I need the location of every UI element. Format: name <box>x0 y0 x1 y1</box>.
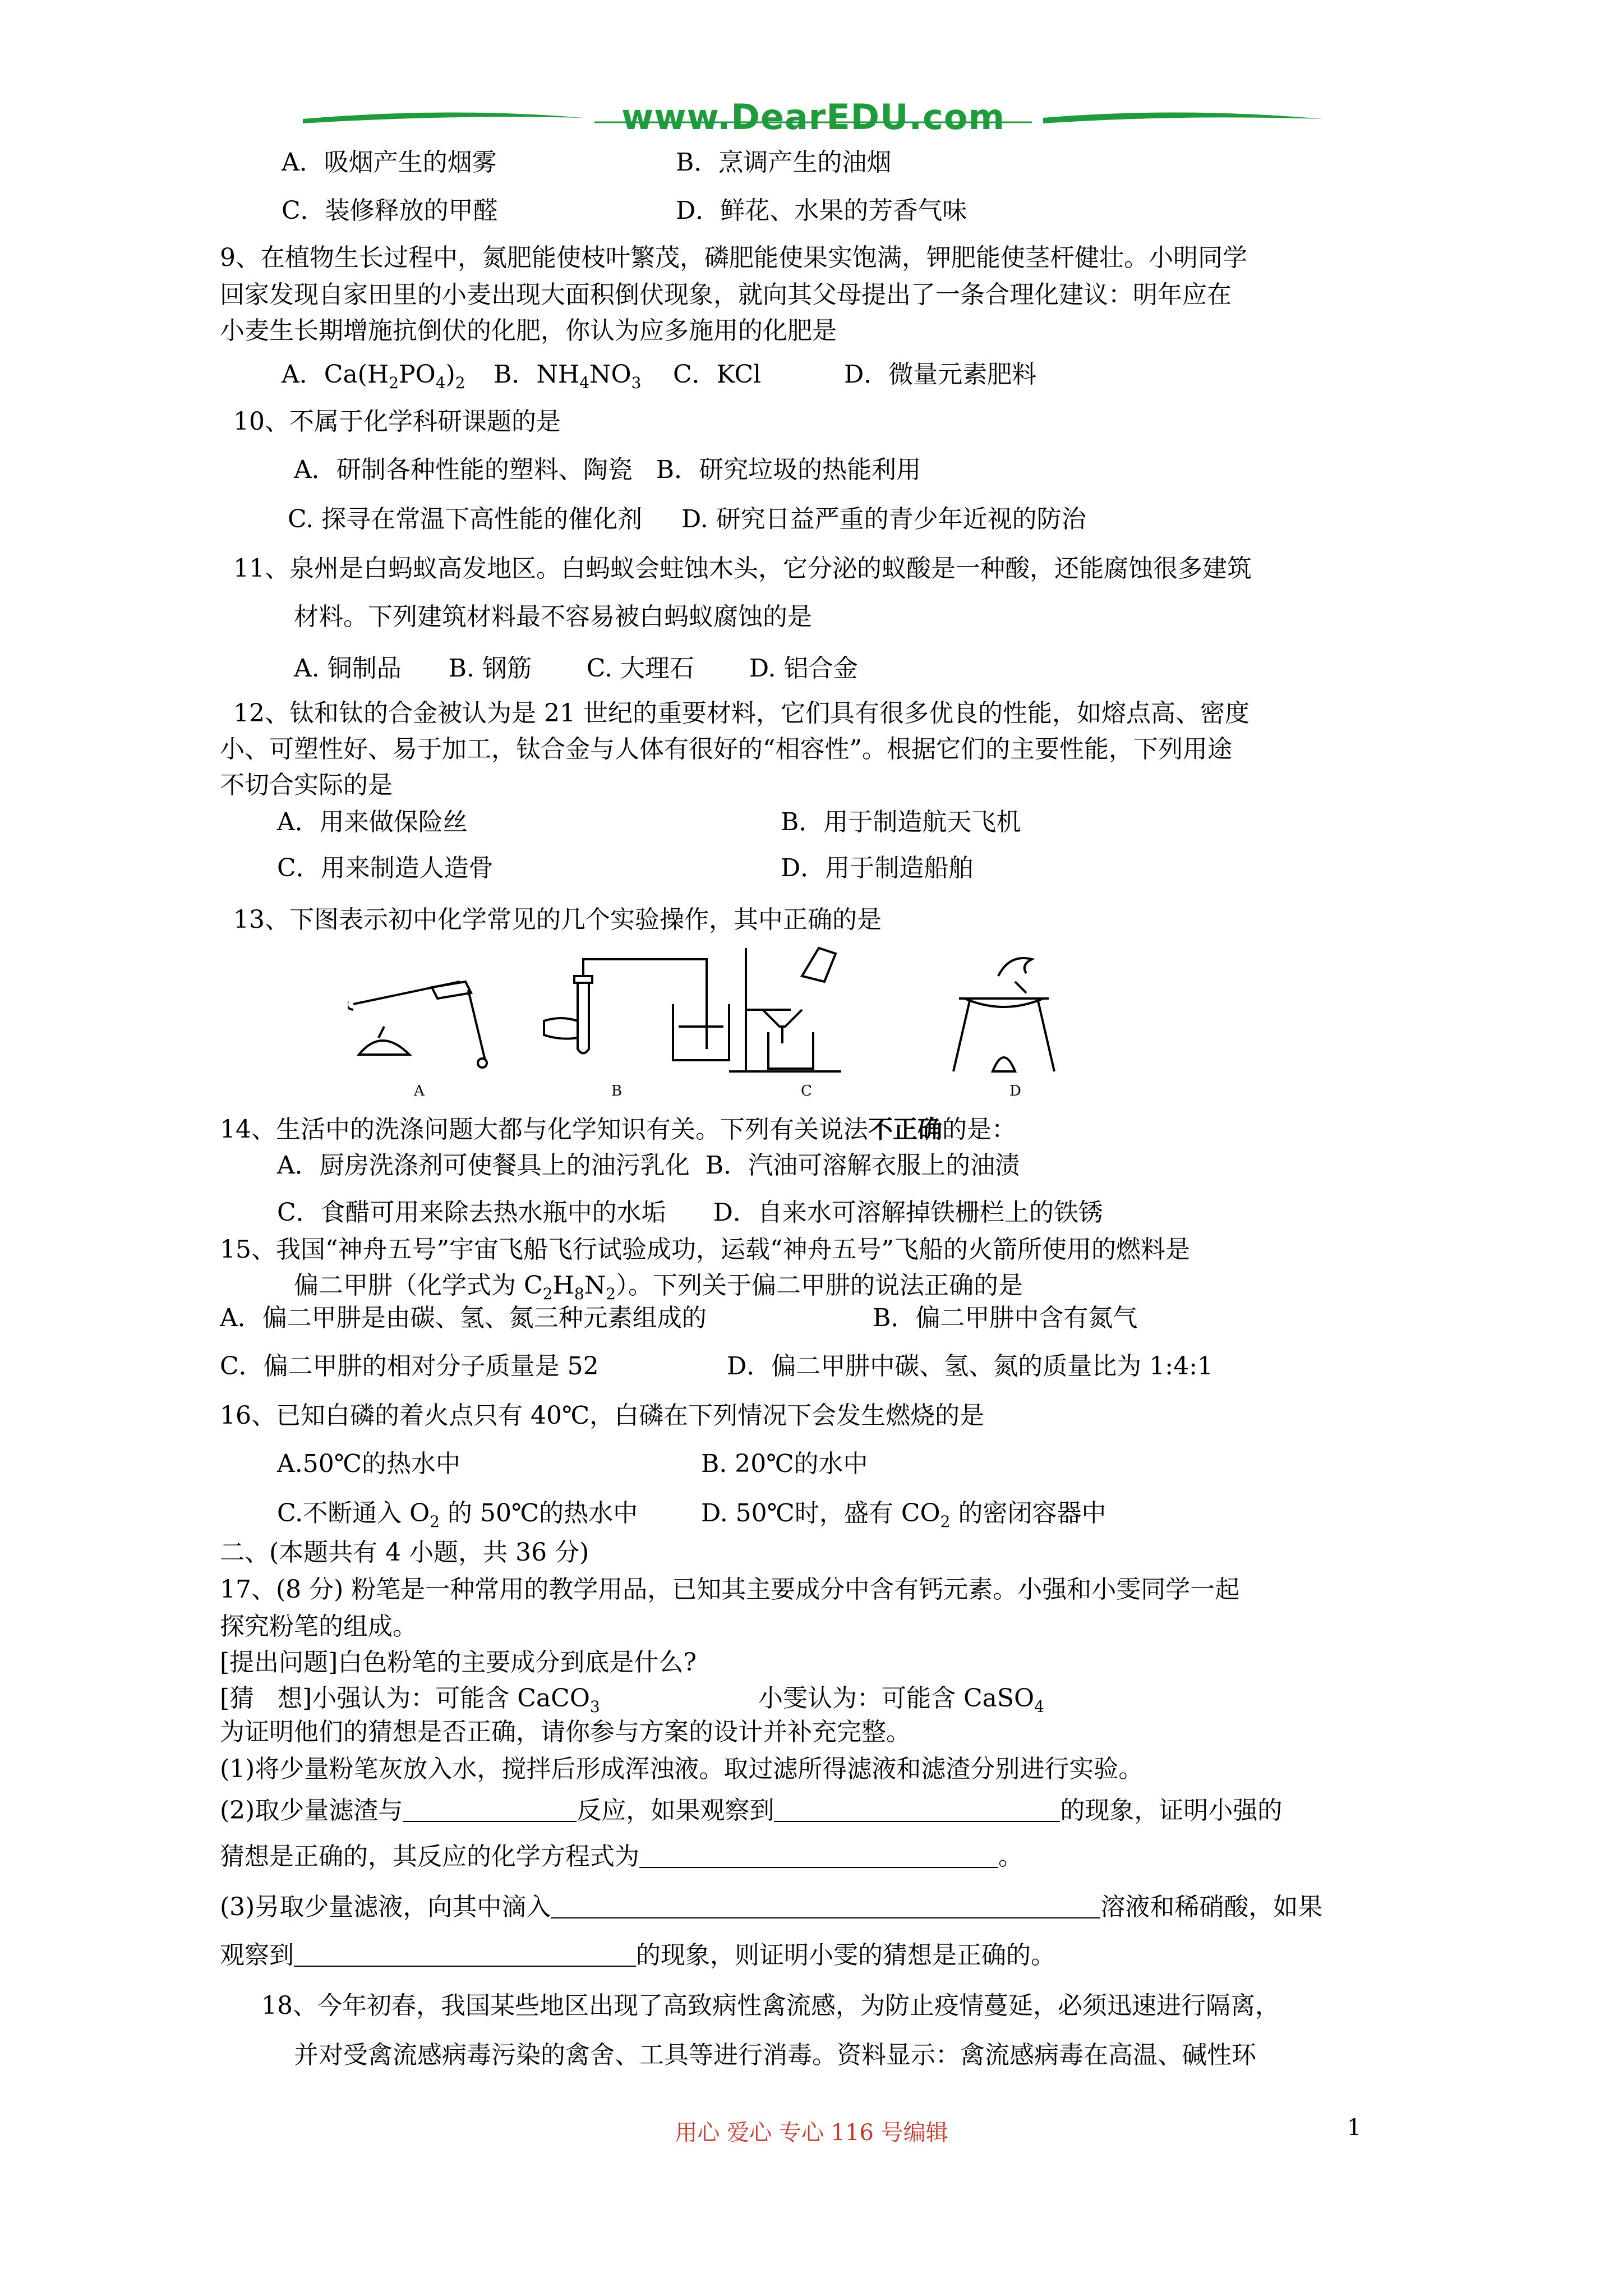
q10-options-cd: C. 探寻在常温下高性能的催化剂 D. 研究日益严重的青少年近视的防治 <box>288 505 1086 533</box>
page-number: 1 <box>1347 2115 1362 2141</box>
q14-options-cd: C．食醋可用来除去热水瓶中的水垢 D．自来水可溶解掉铁栅栏上的铁锈 <box>277 1198 1103 1227</box>
q11-stem-line1: 11、泉州是白蚂蚁高发地区。白蚂蚁会蛀蚀木头，它分泌的蚁酸是一种酸，还能腐蚀很多建筑 <box>233 554 1252 583</box>
site-name: www.DearEDU.com <box>621 96 1005 137</box>
q9-option-b: B．$NH_4NO_3$ <box>494 360 642 392</box>
q8-option-c: C．装修释放的甲醛 <box>282 196 498 225</box>
q17-step2-line2: 猜想是正确的，其反应的化学方程式为 。 <box>220 1842 1023 1871</box>
lab-operations-figure <box>348 942 1122 1099</box>
q17-blank-reactant[interactable] <box>403 1796 577 1822</box>
q9-stem-line1: 9、在植物生长过程中，氮肥能使枝叶繁茂，磷肥能使果实饱满，钾肥能使茎杆健壮。小明同学 <box>220 243 1247 272</box>
q9-stem-line2: 回家发现自家田里的小麦出现大面积倒伏现象，就向其父母提出了一条合理化建议：明年应在 <box>220 280 1232 309</box>
q17-step3-line2: 观察到 的现象，则证明小雯的猜想是正确的。 <box>220 1941 1055 1970</box>
q14-stem: 14、生活中的洗涤问题大都与化学知识有关。下列有关说法不正确的是： <box>220 1115 1016 1144</box>
q12-option-a: A．用来做保险丝 <box>277 808 468 836</box>
q12-stem-line3: 不切合实际的是 <box>220 771 393 799</box>
q17-stem-line1: 17、(8 分) 粉笔是一种常用的教学用品，已知其主要成分中含有钙元素。小强和小雯同学一起 <box>220 1575 1240 1604</box>
q17-guess-b: 小雯认为：可能含 CaSO$_4$ <box>758 1684 1044 1716</box>
q17-blank-reagent[interactable] <box>551 1893 1100 1918</box>
q17-stem-line2: 探究粉笔的组成。 <box>220 1612 417 1641</box>
q17-question: [提出问题]白色粉笔的主要成分到底是什么? <box>220 1648 697 1677</box>
q16-stem: 16、已知白磷的着火点只有 40℃，白磷在下列情况下会发生燃烧的是 <box>220 1401 985 1430</box>
lab-apparatus-icon <box>348 942 1122 1099</box>
q10-stem: 10、不属于化学科研课题的是 <box>233 407 561 436</box>
q8-option-b: B．烹调产生的油烟 <box>676 148 892 177</box>
q12-option-d: D．用于制造船舶 <box>781 854 974 882</box>
q17-verify: 为证明他们的猜想是否正确，请你参与方案的设计并补充完整。 <box>220 1718 911 1746</box>
q8-option-d: D．鲜花、水果的芳香气味 <box>676 196 967 225</box>
q12-option-c: C．用来制造人造骨 <box>277 854 494 882</box>
lab-figure-b-icon <box>544 959 729 1060</box>
q17-blank-phenomenon[interactable] <box>774 1796 1060 1822</box>
q15-option-a: A．偏二甲肼是由碳、氢、氮三种元素组成的 <box>220 1304 707 1332</box>
q11-options: A. 铜制品 B. 钢筋 C. 大理石 D. 铝合金 <box>294 654 858 683</box>
q16-option-c: C.不断通入 $O_2$ 的 50℃的热水中 <box>277 1499 638 1531</box>
q17-step1: (1)将少量粉笔灰放入水，搅拌后形成浑浊液。取过滤所得滤液和滤渣分别进行实验。 <box>220 1755 1144 1783</box>
q14-options-ab: A．厨房洗涤剂可使餐具上的油污乳化 B．汽油可溶解衣服上的油渍 <box>277 1151 1020 1180</box>
q9-stem-line3: 小麦生长期增施抗倒伏的化肥，你认为应多施用的化肥是 <box>220 316 837 345</box>
lab-figure-c-icon <box>729 948 841 1071</box>
figure-label-b: B <box>611 1083 623 1099</box>
q17-blank-equation[interactable] <box>639 1842 998 1868</box>
q9-option-c: C．KCl <box>673 360 762 389</box>
q15-option-b: B．偏二甲肼中含有氮气 <box>873 1304 1138 1332</box>
q12-stem-line2: 小、可塑性好、易于加工，钛合金与人体有很好的“相容性”。根据它们的主要性能，下列用途 <box>220 735 1232 763</box>
q8-option-a: A．吸烟产生的烟雾 <box>282 148 497 177</box>
lab-figure-d-icon <box>953 958 1054 1071</box>
q12-option-b: B．用于制造航天飞机 <box>781 808 1021 836</box>
footer-note: 用心 爱心 专心 116 号编辑 <box>675 2120 948 2146</box>
section-title: 二、(本题共有 4 小题，共 36 分) <box>220 1538 589 1567</box>
q18-stem-line2: 并对受禽流感病毒污染的禽舍、工具等进行消毒。资料显示：禽流感病毒在高温、碱性环 <box>294 2041 1256 2069</box>
q17-step3-line1: (3)另取少量滤液，向其中滴入 溶液和稀硝酸，如果 <box>220 1893 1323 1921</box>
q16-option-b: B. 20℃的水中 <box>701 1450 868 1478</box>
q17-guess-a: [猜 想]小强认为：可能含 CaCO$_3$ <box>220 1684 600 1716</box>
q9-option-a: A．$Ca(H_2PO_4)_2$ <box>282 360 465 392</box>
q16-option-d: D. 50℃时，盛有 $CO_2$ 的密闭容器中 <box>701 1499 1106 1531</box>
q9-option-d: D．微量元素肥料 <box>844 360 1037 389</box>
site-logo <box>303 95 1324 140</box>
figure-label-c: C <box>801 1083 812 1099</box>
lab-figure-a-icon <box>348 982 487 1068</box>
figure-label-a: A <box>414 1083 425 1099</box>
figure-label-d: D <box>1009 1083 1021 1099</box>
q13-stem: 13、下图表示初中化学常见的几个实验操作，其中正确的是 <box>233 905 882 934</box>
q15-option-d: D．偏二甲肼中碳、氢、氮的质量比为 1:4:1 <box>727 1352 1213 1381</box>
q11-stem-line2: 材料。下列建筑材料最不容易被白蚂蚁腐蚀的是 <box>294 602 812 631</box>
q16-option-a: A.50℃的热水中 <box>277 1450 460 1478</box>
q15-stem-line1: 15、我国“神舟五号”宇宙飞船飞行试验成功，运载“神舟五号”飞船的火箭所使用的燃料是 <box>220 1235 1190 1264</box>
q12-stem-line1: 12、钛和钛的合金被认为是 21 世纪的重要材料，它们具有很多优良的性能，如熔点高、密度 <box>233 699 1249 728</box>
q15-stem-line2: 偏二甲肼（化学式为 $C_2H_8N_2$）。下列关于偏二甲肼的说法正确的是 <box>294 1271 1023 1303</box>
q17-blank-observation[interactable] <box>294 1941 636 1967</box>
q15-option-c: C．偏二甲肼的相对分子质量是 52 <box>220 1352 599 1381</box>
q10-options-ab: A．研制各种性能的塑料、陶瓷 B．研究垃圾的热能利用 <box>294 455 921 484</box>
q17-step2-line1: (2)取少量滤渣与 反应，如果观察到 的现象，证明小强的 <box>220 1796 1283 1825</box>
q18-stem-line1: 18、今年初春，我国某些地区出现了高致病性禽流感，为防止疫情蔓延，必须迅速进行隔离， <box>261 1991 1280 2020</box>
